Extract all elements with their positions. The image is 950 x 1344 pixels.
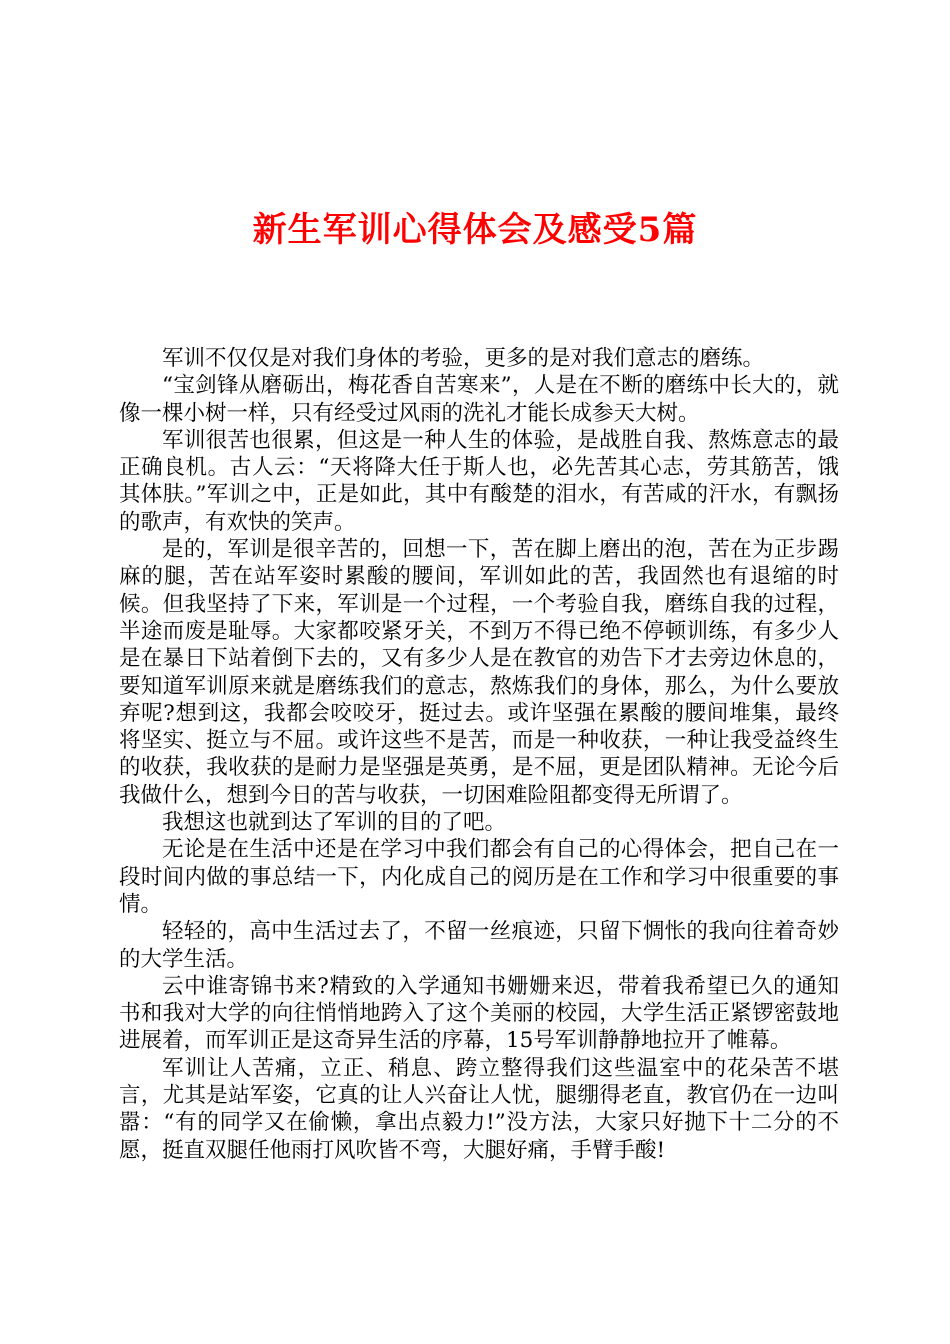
paragraph: 云中谁寄锦书来?精致的入学通知书姗姗来迟，带着我希望已久的通知书和我对大学的向往悄悄地跨入了这个美丽的校园，大学生活正紧锣密鼓地进展着，而军训正是这奇异生活的序幕，15号军训静静地拉开了帷幕。	[119, 973, 839, 1054]
paragraph: 轻轻的，高中生活过去了，不留一丝痕迹，只留下惆怅的我向往着奇妙的大学生活。	[119, 919, 839, 972]
paragraph: 军训不仅仅是对我们身体的考验，更多的是对我们意志的磨练。	[162, 346, 765, 371]
paragraph: 军训很苦也很累，但这是一种人生的体验，是战胜自我、熬炼意志的最正确良机。古人云：“天将降大任于斯人也，必先苦其心志，劳其筋苦，饿其体肤。”军训之中，正是如此，其中有酸楚的泪水，有苦咸的汗水，有飘扬的歌声，有欢快的笑声。	[119, 427, 839, 535]
paragraph: 军训让人苦痛，立正、稍息、跨立整得我们这些温室中的花朵苦不堪言，尤其是站军姿，它真的让人兴奋让人忧，腿绷得老直，教官仍在一边叫嚣：“有的同学又在偷懒，拿出点毅力!”没方法，大家只好抛下十二分的不愿，挺直双腿任他雨打风吹皆不弯，大腿好痛，手臂手酸!	[119, 1055, 839, 1163]
paragraph: 是的，军训是很辛苦的，回想一下，苦在脚上磨出的泡，苦在为正步踢麻的腿，苦在站军姿时累酸的腰间，军训如此的苦，我固然也有退缩的时候。但我坚持了下来，军训是一个过程，一个考验自我，磨练自我的过程，半途而废是耻辱。大家都咬紧牙关，不到万不得已绝不停顿训练，有多少人是在暴日下站着倒下去的，又有多少人是在教官的劝告下才去旁边休息的，要知道军训原来就是磨练我们的意志，熬炼我们的身体，那么，为什么要放弃呢?想到这，我都会咬咬牙，挺过去。或许坚强在累酸的腰间堆集，最终将坚实、挺立与不屈。或许这些不是苦，而是一种收获，一种让我受益终生的收获，我收获的是耐力是坚强是英勇，是不屈，更是团队精神。无论今后我做什么，想到今日的苦与收获，一切困难险阻都变得无所谓了。	[119, 537, 839, 808]
document-title: 新生军训心得体会及感受5篇	[252, 210, 698, 250]
paragraph: 无论是在生活中还是在学习中我们都会有自己的心得体会，把自己在一段时间内做的事总结一下，内化成自己的阅历是在工作和学习中很重要的事情。	[119, 837, 839, 917]
paragraph: “宝剑锋从磨砺出，梅花香自苦寒来”，人是在不断的磨练中长大的，就像一棵小树一样，只有经受过风雨的洗礼才能长成参天大树。	[119, 373, 839, 426]
document-body	[119, 345, 839, 1164]
paragraph: 我想这也就到达了军训的目的了吧。	[162, 810, 507, 836]
